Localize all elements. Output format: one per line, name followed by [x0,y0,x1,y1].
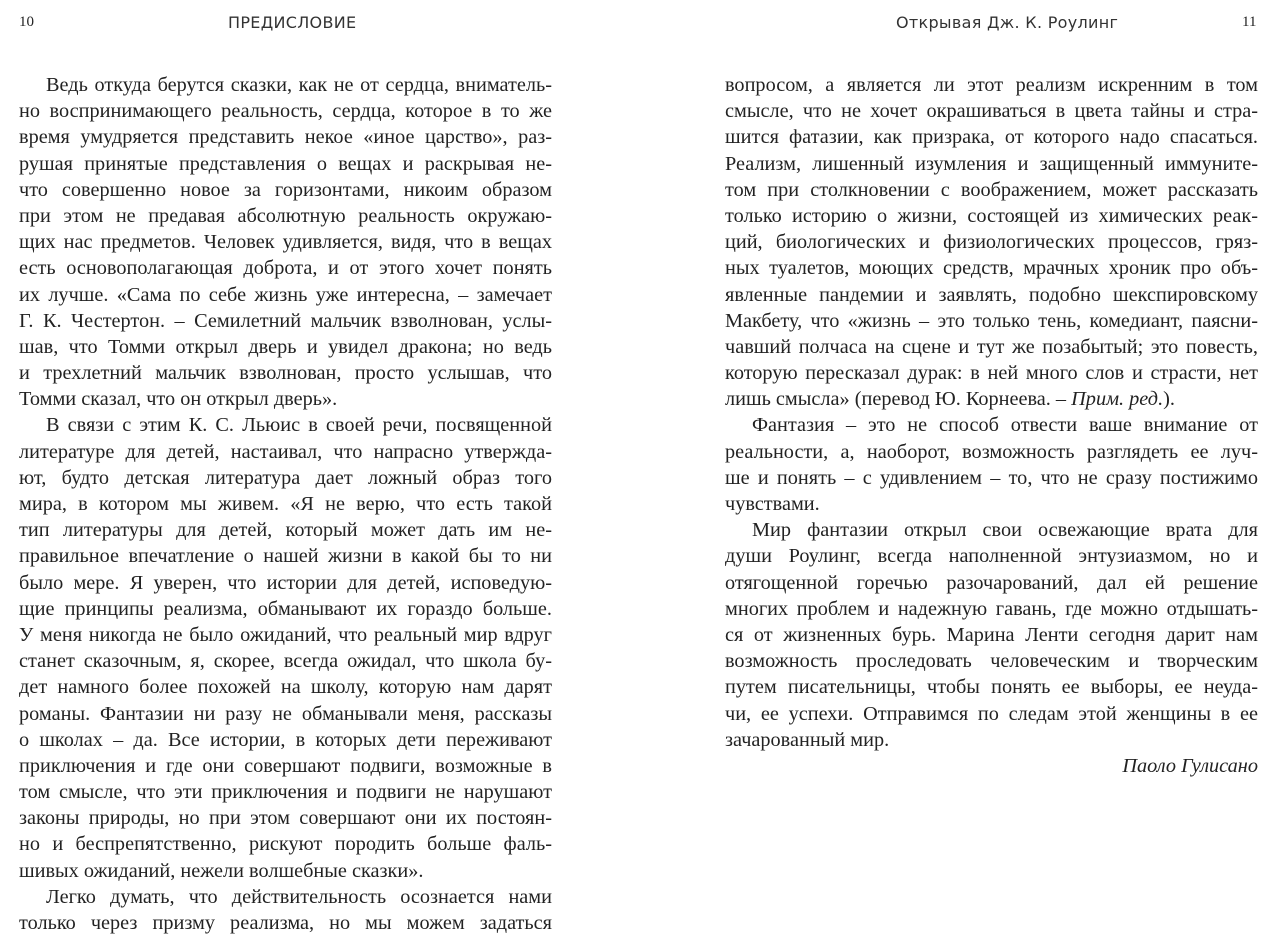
text-line: Легко думать, что действительность осознается нами [46,885,552,908]
text-line: смысле, что не хочет окрашиваться в цвета тайны и стра- [725,100,1258,123]
body-text [19,72,552,936]
page-number: 10 [19,14,34,30]
text-line: Г. К. Честертон. – Семилетний мальчик взволнован, услы- [19,309,552,332]
text-line: души Роулинг, всегда наполненной энтузиазмом, но и [725,545,1258,568]
text-line: чувствами. [725,493,820,515]
text-line: Реализм, лишенный изумления и защищенный иммуните- [725,152,1258,175]
text-line: только историю о жизни, состоящей из химических реак- [725,204,1258,227]
text-line: их лучше. «Сама по себе жизнь уже интересна, – замечает [19,283,552,306]
text-line: щих нас предметов. Человек удивляется, видя, что в вещах [19,231,552,254]
text-line: о школах – да. Все истории, в которых дети переживают [19,728,552,751]
text-line: чи, ее успехи. Отправимся по следам этой женщины в ее [725,702,1258,725]
text-line: что совершенно новое за горизонтами, никоим образом [19,178,552,201]
text-line: время умудряется представить некое «иное царство», раз- [19,126,552,149]
running-head: ПРЕДИСЛОВИЕ [228,13,357,32]
text-line: лишь смысла» (перевод Ю. Корнеева. – Прим. ред.). [725,388,1175,411]
text-line: было мере. Я уверен, что истории для детей, исповедую- [19,571,552,594]
text-line: законы природы, но при этом совершают они их постоян- [19,807,552,830]
text-line: возможность проследовать человеческим и творческим [725,650,1258,673]
signature: Паоло Гулисано [1122,754,1258,777]
text-line: вопросом, а является ли этот реализм искренним в том [725,74,1258,96]
text-line: В связи с этим К. С. Льюис в своей речи, посвященной [46,414,552,437]
text-line: но и беспрепятственно, рискуют породить больше фаль- [19,833,552,856]
text-line: щие принципы реализма, обманывают их гораздо больше. [19,597,552,620]
text-line: которую пересказал дурак: в ней много слов и страсти, нет [725,362,1258,385]
text-line: романы. Фантазии ни разу не обманывали меня, рассказы [19,702,552,725]
text-line: есть основополагающая доброта, и от этого хочет понять [19,257,552,280]
text-line: том при столкновении с воображением, может рассказать [725,178,1258,201]
text-line: ных туалетов, моющих средств, мрачных хроник про объ- [725,257,1258,280]
text-line: дет намного более похожей на школу, которую нам дарят [19,676,552,699]
left-page [0,0,638,934]
text-line: том смысле, что эти приключения и подвиги не нарушают [19,781,552,804]
text-line: ют, будто детская литература дает ложный образ того [19,466,552,489]
text-line: шав, что Томми открыл дверь и увидел дракона; но ведь [19,335,552,358]
text-line: литературе для детей, настаивал, что напрасно утверждa- [19,440,552,463]
text-line: рушая принятые представления о вещах и раскрывая не- [19,152,552,175]
text-line: многих проблем и надежную гавань, где можно отдышать- [725,597,1258,620]
text-line: явленные пандемии и заявлять, подобно шекспировскому [725,283,1258,306]
text-line: Макбету, что «жизнь – это только тень, комедиант, паясни- [725,309,1258,332]
text-line: при этом не предавая абсолютную реальность окружаю- [19,204,552,227]
text-line: У меня никогда не было ожиданий, что реальный мир вдруг [19,623,552,646]
text-line: и трехлетний мальчик взволнован, просто услышав, что [19,362,552,385]
text-line: тип литературы для детей, который может дать им не- [19,519,552,542]
text-line: отягощенной горечью разочарований, дал ей решение [725,571,1258,594]
text-line: мира, в котором мы живем. «Я не верю, что есть такой [19,493,552,515]
text-line: станет сказочным, я, скорее, всегда ожидал, что школа бу- [19,650,552,673]
text-line: реальности, а, наоборот, возможность разглядеть ее луч- [725,440,1258,463]
text-line: ше и понять – с удивлением – то, что не сразу постижимо [725,466,1258,489]
text-line: ций, биологических и физиологических процессов, гряз- [725,231,1258,254]
text-line: путем писательницы, чтобы понять ее выборы, ее неуда- [725,676,1258,699]
text-line: Томми сказал, что он открыл дверь». [19,388,338,411]
text-line: зачарованный мир. [725,728,890,751]
running-head: Открывая Дж. К. Роулинг [896,13,1119,32]
text-line: правильное впечатление о нашей жизни в какой бы то ни [19,545,552,568]
text-line: шится фатазии, как призрака, от которого надо спасаться. [725,126,1258,149]
body-text [725,72,1258,779]
text-line: только через призму реализма, но мы можем задаться [19,912,552,934]
text-line: Ведь откуда берутся сказки, как не от сердца, вниматель- [46,74,552,96]
text-line: Мир фантазии открыл свои освежающие врата для [752,519,1258,542]
right-page [638,0,1276,908]
text-line: ся от жизненных бурь. Марина Ленти сегодня дарит нам [725,623,1258,646]
text-line: Фантазия – это не способ отвести ваше внимание от [752,414,1258,437]
text-line: шивых ожиданий, нежели волшебные сказки». [19,859,424,882]
text-line: но воспринимающего реальность, сердца, которое в то же [19,100,552,123]
text-line: чавший полчаса на сцене и тут же позабытый; это повесть, [725,335,1258,358]
page-number: 11 [1242,14,1257,30]
text-line: приключения и где они совершают подвиги, возможные в [19,754,552,777]
